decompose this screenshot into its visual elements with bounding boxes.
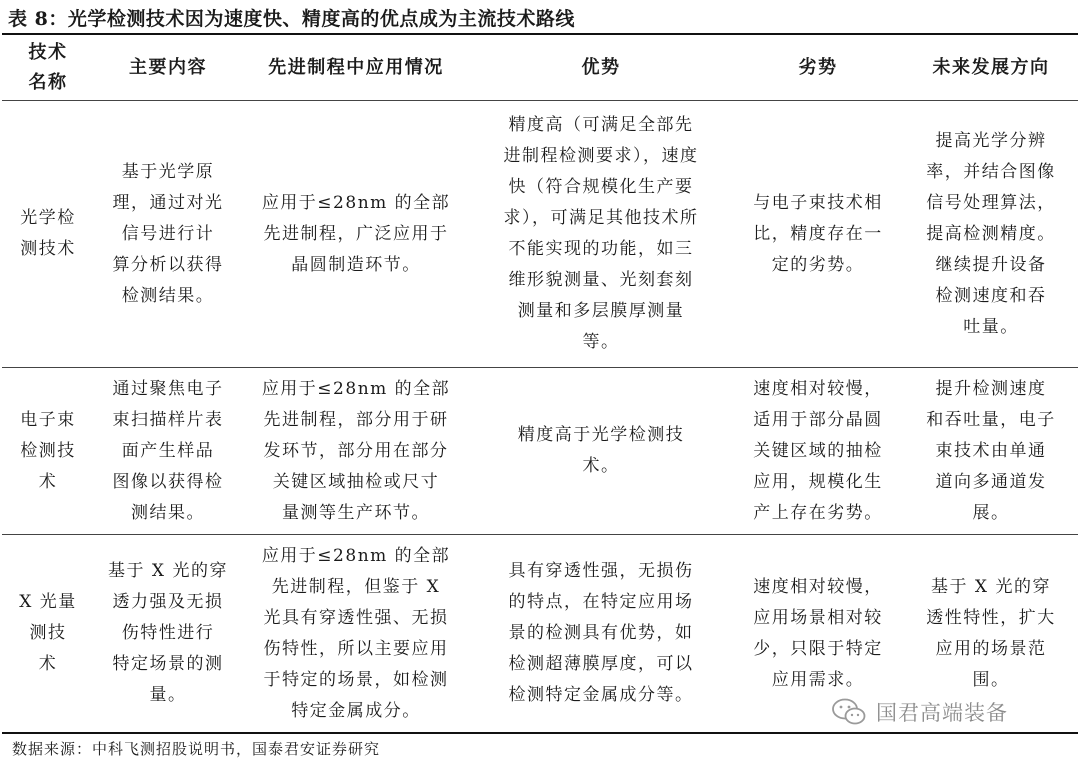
cell-text-line: 检测特定金属成分等。 xyxy=(508,685,694,705)
cell-text xyxy=(753,572,883,696)
cell-text-line: 应用需求。 xyxy=(771,669,865,690)
row-optical-content xyxy=(94,101,242,367)
cell-text-line: 名称 xyxy=(28,71,68,93)
cell-text-line: 测量和多层膜厚测量 xyxy=(517,301,685,321)
cell-text-line: 吐量。 xyxy=(963,316,1019,337)
cell-text-line: 束扫描样片表 xyxy=(112,409,224,430)
header-disadvantage xyxy=(732,35,904,100)
header-tech-name xyxy=(2,35,94,100)
cell-text xyxy=(113,157,224,312)
cell-text-line: 应用的场景范 xyxy=(935,638,1047,659)
cell-text-line: 劣势 xyxy=(798,56,838,78)
cell-text xyxy=(29,38,68,98)
cell-text-line: 少，只限于特定 xyxy=(753,638,883,659)
cell-text-line: 进制程检测要求），速度 xyxy=(503,146,699,166)
cell-text xyxy=(262,541,450,727)
cell-text-line: 检测速度和吞 xyxy=(935,285,1047,306)
cell-text-line: 特定场景的测 xyxy=(112,654,224,674)
cell-text-line: 不能实现的功能，如三 xyxy=(508,239,694,259)
cell-text-line: 理，通过对光 xyxy=(112,192,224,213)
cell-text xyxy=(518,420,685,482)
cell-text-line: 精度高于光学检测技 xyxy=(517,425,685,445)
row-optical-advantage xyxy=(470,101,732,367)
cell-text xyxy=(113,374,224,529)
data-source: 数据来源：中科飞测招股说明书，国泰君安证券研究 xyxy=(12,740,381,758)
header-future xyxy=(904,35,1078,100)
watermark-text: 国君高端装备 xyxy=(876,701,1008,725)
cell-text-line: 应用场景相对较 xyxy=(753,607,883,628)
row-ebeam-disadvantage xyxy=(732,368,904,534)
cell-text-line: 的特点，在特定应用场 xyxy=(508,592,694,612)
cell-text-line: 定的劣势。 xyxy=(771,254,865,275)
watermark xyxy=(832,697,1008,727)
cell-text-line: 等。 xyxy=(582,332,620,352)
cell-text xyxy=(799,53,838,83)
cell-text-line: 先进制程，广泛应用于 xyxy=(263,223,449,244)
cell-text-line: 算分析以获得 xyxy=(112,254,224,275)
cell-text-line: 提高光学分辨 xyxy=(935,130,1047,151)
row-optical-application xyxy=(242,101,470,367)
cell-text-line: 于特定的场景，如检测 xyxy=(263,669,449,690)
cell-text-line: 检测超薄膜厚度，可以 xyxy=(508,654,694,674)
cell-text-line: 主要内容 xyxy=(129,56,207,78)
cell-text-line: 信号进行计 xyxy=(121,223,215,244)
row-ebeam-name xyxy=(2,368,94,534)
cell-text-line: 与电子束技术相 xyxy=(753,192,883,213)
cell-text-line: X 光量 xyxy=(19,592,77,612)
table-title: 表 8：光学检测技术因为速度快、精度高的优点成为主流技术路线 xyxy=(8,8,575,30)
cell-text-line: 伤特性，所以主要应用 xyxy=(263,638,449,659)
cell-text xyxy=(268,53,444,83)
cell-text-line: 基于光学原 xyxy=(121,161,215,182)
header-advantage xyxy=(470,35,732,100)
cell-text xyxy=(129,53,207,83)
cell-text-line: 精度高（可满足全部先 xyxy=(508,115,694,135)
cell-text-line: 面产生样品 xyxy=(121,440,215,461)
cell-text-line: 先进制程中应用情况 xyxy=(268,56,444,78)
cell-text-line: 测结果。 xyxy=(131,502,205,523)
cell-text-line: 基于 X 光的穿 xyxy=(108,561,228,581)
cell-text-line: 未来发展方向 xyxy=(932,56,1050,78)
cell-text xyxy=(262,374,450,529)
cell-text-line: 术 xyxy=(38,654,58,674)
cell-text xyxy=(753,374,883,529)
cell-text xyxy=(20,405,76,498)
cell-text-line: 应用于≤28nm 的全部 xyxy=(261,545,451,566)
cell-text-line: 适用于部分晶圆 xyxy=(753,409,883,430)
cell-text-line: 提升检测速度 xyxy=(935,378,1047,399)
row-xray-name xyxy=(2,535,94,732)
cell-text xyxy=(926,126,1056,343)
cell-text-line: 光具有穿透性强、无损 xyxy=(263,607,449,628)
cell-text-line: 光学检 xyxy=(20,208,76,228)
row-ebeam-application xyxy=(242,368,470,534)
cell-text-line: 先进制程，但鉴于 X xyxy=(271,576,441,597)
cell-text-line: 通过聚焦电子 xyxy=(112,378,224,399)
cell-text xyxy=(20,203,76,265)
cell-text-line: 提高检测精度。 xyxy=(926,223,1056,244)
row-xray-application xyxy=(242,535,470,732)
cell-text-line: 关键区域的抽检 xyxy=(753,440,883,461)
row-xray-content xyxy=(94,535,242,732)
cell-text-line: 透性特性，扩大 xyxy=(926,607,1056,628)
cell-text-line: 量测等生产环节。 xyxy=(281,502,430,523)
row-ebeam-future xyxy=(904,368,1078,534)
cell-text-line: 求），可满足其他技术所 xyxy=(503,208,699,228)
cell-text-line: 先进制程，部分用于研 xyxy=(263,409,449,430)
cell-text-line: 术。 xyxy=(582,456,620,476)
cell-text-line: 展。 xyxy=(972,502,1010,523)
cell-text xyxy=(926,572,1056,696)
row-ebeam-advantage xyxy=(470,368,732,534)
cell-text-line: 具有穿透性强，无损伤 xyxy=(508,561,694,581)
cell-text-line: 应用，规模化生 xyxy=(753,471,883,492)
row-xray-advantage xyxy=(470,535,732,732)
cell-text-line: 快（符合规模化生产要 xyxy=(508,177,694,197)
cell-text-line: 测技术 xyxy=(20,239,76,259)
header-application xyxy=(242,35,470,100)
cell-text-line: 测技 xyxy=(29,623,67,643)
cell-text-line: 术 xyxy=(38,471,58,492)
cell-text-line: 应用于≤28nm 的全部 xyxy=(261,192,451,213)
row-optical-future xyxy=(904,101,1078,367)
cell-text-line: 信号处理算法， xyxy=(926,192,1056,213)
cell-text-line: 电子束 xyxy=(20,409,76,430)
cell-text-line: 率，并结合图像 xyxy=(926,161,1056,182)
cell-text-line: 继续提升设备 xyxy=(935,254,1047,275)
cell-text-line: 产上存在劣势。 xyxy=(753,502,883,523)
cell-text-line: 发环节，部分用在部分 xyxy=(263,440,449,461)
cell-text-line: 特定金属成分。 xyxy=(291,700,421,721)
cell-text-line: 速度相对较慢， xyxy=(753,378,883,399)
cell-text xyxy=(108,556,228,711)
cell-text xyxy=(262,188,450,281)
cell-text-line: 和吞吐量，电子 xyxy=(926,409,1056,430)
cell-text-line: 围。 xyxy=(972,669,1010,690)
row-optical-disadvantage xyxy=(732,101,904,367)
cell-text-line: 束技术由单通 xyxy=(935,440,1047,461)
cell-text xyxy=(582,53,621,83)
cell-text xyxy=(926,374,1056,529)
cell-text-line: 技术 xyxy=(28,41,68,63)
cell-text-line: 优势 xyxy=(581,56,621,78)
wechat-icon xyxy=(832,698,866,726)
cell-text-line: 景的检测具有优势，如 xyxy=(508,623,694,643)
cell-text-line: 道向多通道发 xyxy=(935,471,1047,492)
table-bottom-rule xyxy=(2,732,1078,734)
cell-text-line: 检测技 xyxy=(20,440,76,461)
cell-text-line: 透力强及无损 xyxy=(112,592,224,612)
cell-text xyxy=(504,110,699,358)
cell-text xyxy=(933,53,1050,83)
cell-text xyxy=(753,188,883,281)
cell-text-line: 检测结果。 xyxy=(121,285,215,306)
cell-text-line: 量。 xyxy=(149,685,187,705)
cell-text-line: 图像以获得检 xyxy=(112,471,224,492)
row-optical-name xyxy=(2,101,94,367)
cell-text-line: 伤特性进行 xyxy=(121,623,215,643)
cell-text-line: 应用于≤28nm 的全部 xyxy=(261,378,451,399)
cell-text-line: 速度相对较慢， xyxy=(753,576,883,597)
cell-text-line: 晶圆制造环节。 xyxy=(291,254,421,275)
cell-text xyxy=(19,587,77,680)
header-main-content xyxy=(94,35,242,100)
cell-text-line: 比，精度存在一 xyxy=(753,223,883,244)
cell-text xyxy=(509,556,694,711)
cell-text-line: 关键区域抽检或尺寸 xyxy=(272,471,440,492)
row-ebeam-content xyxy=(94,368,242,534)
cell-text-line: 基于 X 光的穿 xyxy=(931,576,1051,597)
cell-text-line: 维形貌测量、光刻套刻 xyxy=(508,270,694,290)
